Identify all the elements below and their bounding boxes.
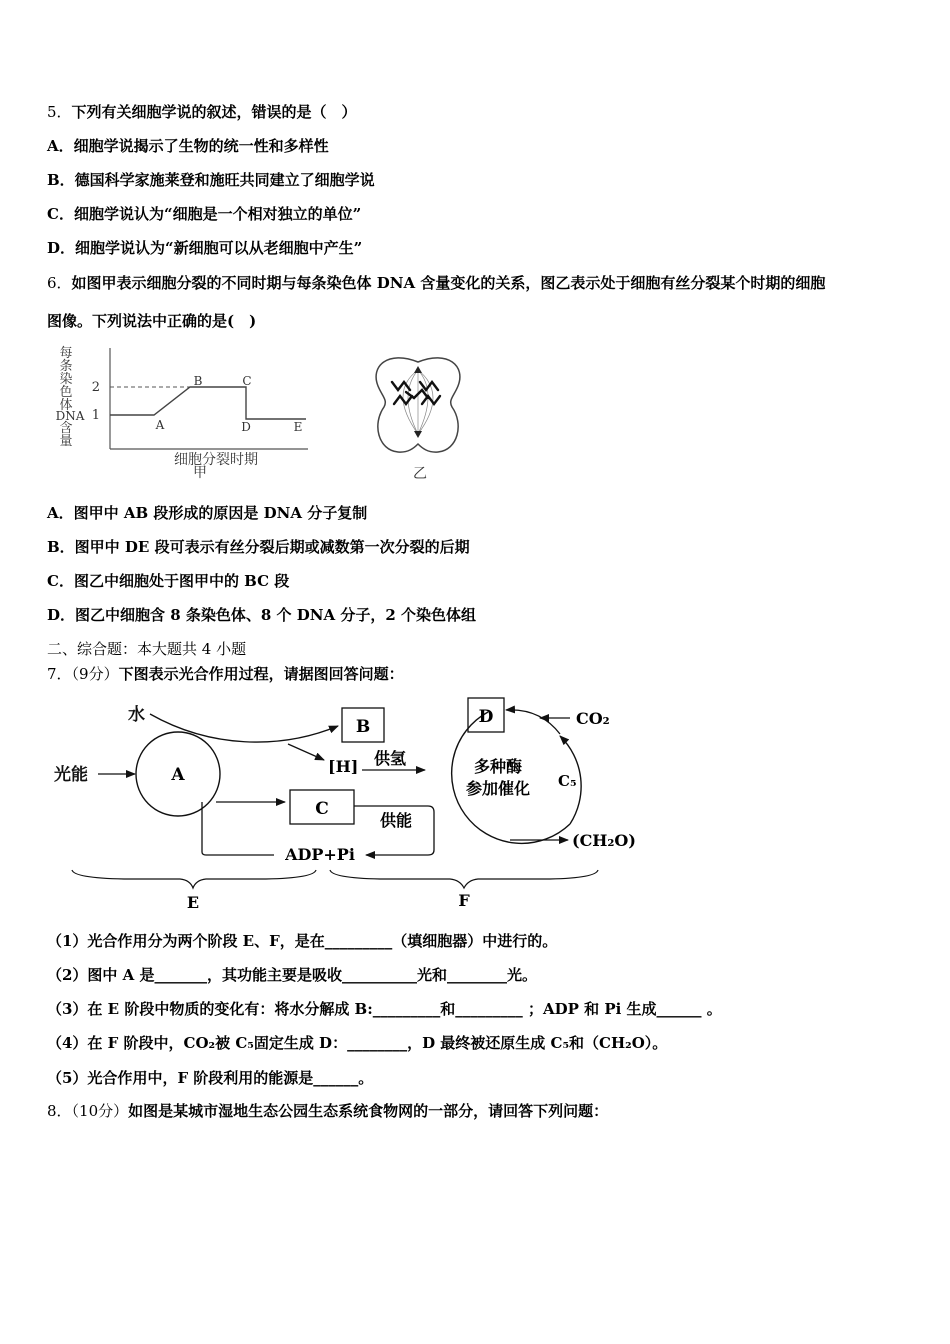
q5-option-c: C．细胞学说认为“细胞是一个相对独立的单位”	[47, 205, 362, 223]
xlabel: 细胞分裂时期	[174, 452, 258, 468]
label-supply-e: 供能	[380, 811, 413, 830]
label-f: F	[458, 891, 470, 910]
q7-stem: 7．（9分）下图表示光合作用过程，请据图回答问题：	[47, 665, 404, 683]
q6-stem-line1: 6．如图甲表示细胞分裂的不同时期与每条染色体 DNA 含量变化的关系，图乙表示处于细胞有丝分裂某个时期的细胞	[47, 274, 826, 292]
section-heading: 二、综合题：本大题共 4 小题	[47, 640, 247, 658]
label-a: A	[171, 765, 185, 785]
photosynthesis-diagram	[40, 692, 660, 918]
q5-option-d: D．细胞学说认为“新细胞可以从老细胞中产生”	[47, 239, 363, 257]
point-a: A	[155, 418, 165, 432]
q6-option-b: B．图甲中 DE 段可表示有丝分裂后期或减数第一次分裂的后期	[47, 538, 470, 556]
ylabel-char: 量	[59, 434, 73, 449]
label-b: B	[355, 717, 371, 737]
point-e: E	[293, 420, 303, 434]
q6-option-a: A．图甲中 AB 段形成的原因是 DNA 分子复制	[47, 504, 368, 522]
q6-option-d: D．图乙中细胞含 8 条染色体、8 个 DNA 分子，2 个染色体组	[47, 606, 477, 624]
figure-yi-cell	[368, 352, 468, 484]
label-water: 水	[128, 705, 145, 725]
q6-option-c: C．图乙中细胞处于图甲中的 BC 段	[47, 572, 290, 590]
point-c: C	[242, 374, 252, 388]
label-light: 光能	[54, 765, 88, 785]
ylabel-dna: DNA	[55, 409, 85, 423]
label-ch2o: (CH₂O)	[572, 831, 636, 850]
point-b: B	[193, 374, 203, 388]
ylabel-char: 条	[59, 359, 73, 374]
point-d: D	[241, 420, 251, 434]
q7-sub-3: （3）在 E 阶段中物质的变化有：将水分解成 B:_________和_________ ；ADP 和 Pi 生成______ 。	[47, 1000, 722, 1018]
q7-sub-1: （1）光合作用分为两个阶段 E、F，是在_________（填细胞器）中进行的。	[47, 932, 558, 950]
q5-stem: 5．下列有关细胞学说的叙述，错误的是（ ）	[47, 103, 357, 121]
ylabel-char: 每	[59, 346, 73, 361]
caption-jia: 甲	[193, 465, 207, 480]
ylabel-char: 体	[59, 398, 73, 413]
q5-option-a: A．细胞学说揭示了生物的统一性和多样性	[47, 137, 329, 155]
label-enzyme2: 参加催化	[465, 779, 531, 798]
label-co2: CO₂	[576, 709, 610, 728]
label-e: E	[186, 893, 200, 912]
q8-stem: 8．（10分）如图是某城市湿地生态公园生态系统食物网的一部分，请回答下列问题：	[47, 1102, 609, 1120]
label-c: C	[315, 799, 329, 819]
q5-option-b: B．德国科学家施莱登和施旺共同建立了细胞学说	[47, 171, 375, 189]
figure-jia-graph	[50, 343, 320, 480]
label-h: [H]	[328, 757, 359, 776]
ylabel-char: 色	[59, 385, 73, 400]
label-c5: C₅	[558, 772, 577, 790]
label-supply-h: 供氢	[374, 749, 407, 768]
caption-yi: 乙	[413, 466, 427, 482]
q7-sub-5: （5）光合作用中，F 阶段利用的能源是______。	[47, 1069, 374, 1087]
tick-1: 1	[91, 408, 100, 423]
ylabel-char: 含	[59, 421, 73, 436]
q7-sub-4: （4）在 F 阶段中，CO₂被 C₅固定生成 D：________，D 最终被还原生成 C₅和（CH₂O）。	[47, 1034, 668, 1052]
tick-2: 2	[91, 380, 100, 395]
ylabel-char: 染	[59, 372, 73, 387]
label-d: D	[478, 707, 494, 727]
label-enzyme1: 多种酶	[473, 757, 523, 776]
q6-stem-line2: 图像。下列说法中正确的是( )	[47, 312, 257, 330]
label-adp: ADP+Pi	[285, 845, 355, 864]
q7-sub-2: （2）图中 A 是_______，其功能主要是吸收__________光和________光。	[47, 966, 538, 984]
